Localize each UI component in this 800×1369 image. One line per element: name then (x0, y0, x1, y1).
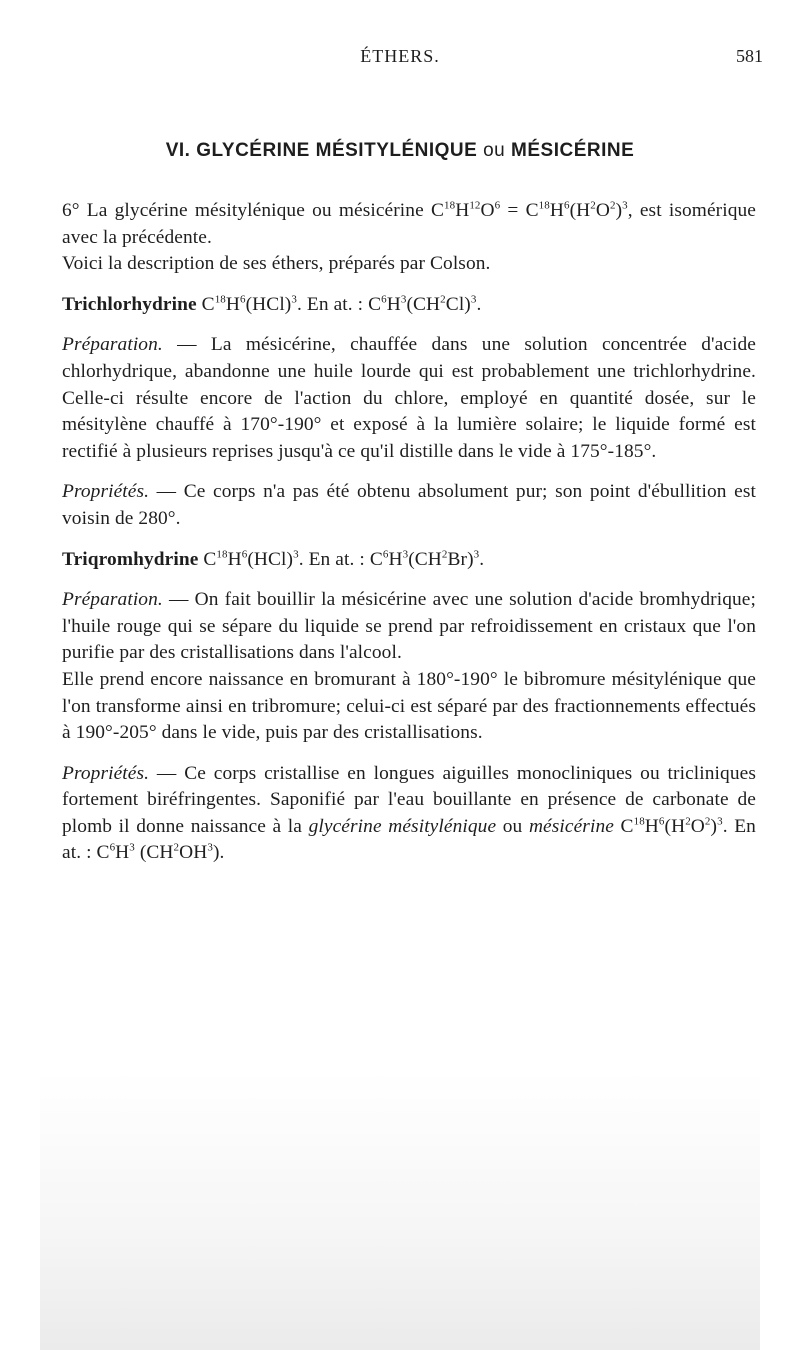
page-number: 581 (736, 46, 763, 66)
tribromhydrine-preparation: Préparation. — On fait bouillir la mésicérine avec une solution d'acide bromhydrique; l'huile rouge qui se sépare du liquide se prend par refroidissement en cristaux que l'on purifie par des cristallisations dans l'alcool. (62, 589, 756, 664)
tribromhydrine-heading: Triqromhydrine $C^{18}H^6(HCl)^3$. En at. : $C^6H^3(CH^2Br)^3$. (62, 548, 485, 570)
tribromhydrine-properties: Propriétés. — Ce corps cristallise en longues aiguilles monocliniques ou tricliniques fortement biréfringentes. Saponifié par l'eau bouillante en présence de carbonate de plomb il donne naissance à la glycérine mésitylénique ou mésicérine $C^{18}H^6(H^2O^2)^3$. En at. : $C^6H^3$ $(CH^2OH^3)$. (62, 762, 756, 864)
trichlorhydrine-heading: Trichlorhydrine $C^{18}H^6(HCl)^3$. En at. : $C^6H^3(CH^2Cl)^3$. (62, 293, 482, 315)
body-text (62, 198, 756, 867)
intro-paragraph-2: Voici la description de ses éthers, préparés par Colson. (62, 253, 491, 275)
tribromhydrine-preparation-2: Elle prend encore naissance en bromurant à 180°-190° le bibromure mésitylénique que l'on transforme ainsi en tribromure; celui-ci est séparé par des fractionnements effectués à 190°-205° dans le vide, puis par des cristallisations. (62, 668, 756, 744)
section-connector: ou (483, 140, 506, 161)
section-number: VI. (165, 140, 191, 161)
compound-name: Triqromhydrine (62, 548, 199, 570)
running-header-title: ÉTHERS. (360, 46, 440, 66)
section-heading (40, 140, 760, 162)
compound-name: Trichlorhydrine (62, 293, 197, 315)
trichlorhydrine-preparation: Préparation. — La mésicérine, chauffée dans une solution concentrée d'acide chlorhydrique, abandonne une huile lourde qui est probablement une trichlorhydrine. Celle-ci résulte encore de l'action du chlore, employé en quantité dosée, sur le mésitylène chauffé à 170°-190° et exposé à la lumière solaire; le liquide formé est rectifié à plusieurs reprises jusqu'à ce qu'il distille dans le vide à 175°-185°. (62, 334, 756, 462)
trichlorhydrine-properties: Propriétés. — Ce corps n'a pas été obtenu absolument pur; son point d'ébullition est voisin de 280°. (62, 481, 756, 529)
intro-paragraph: 6° La glycérine mésitylénique ou mésicérine $C^{18}H^{12}O^6 = C^{18}H^6(H^2O^2)^3$, est isomérique avec la précédente. (62, 199, 757, 248)
show-through-area (40, 1070, 760, 1350)
section-title-main: GLYCÉRINE MÉSITYLÉNIQUE (196, 140, 478, 161)
section-title-alt: MÉSICÉRINE (511, 140, 635, 161)
